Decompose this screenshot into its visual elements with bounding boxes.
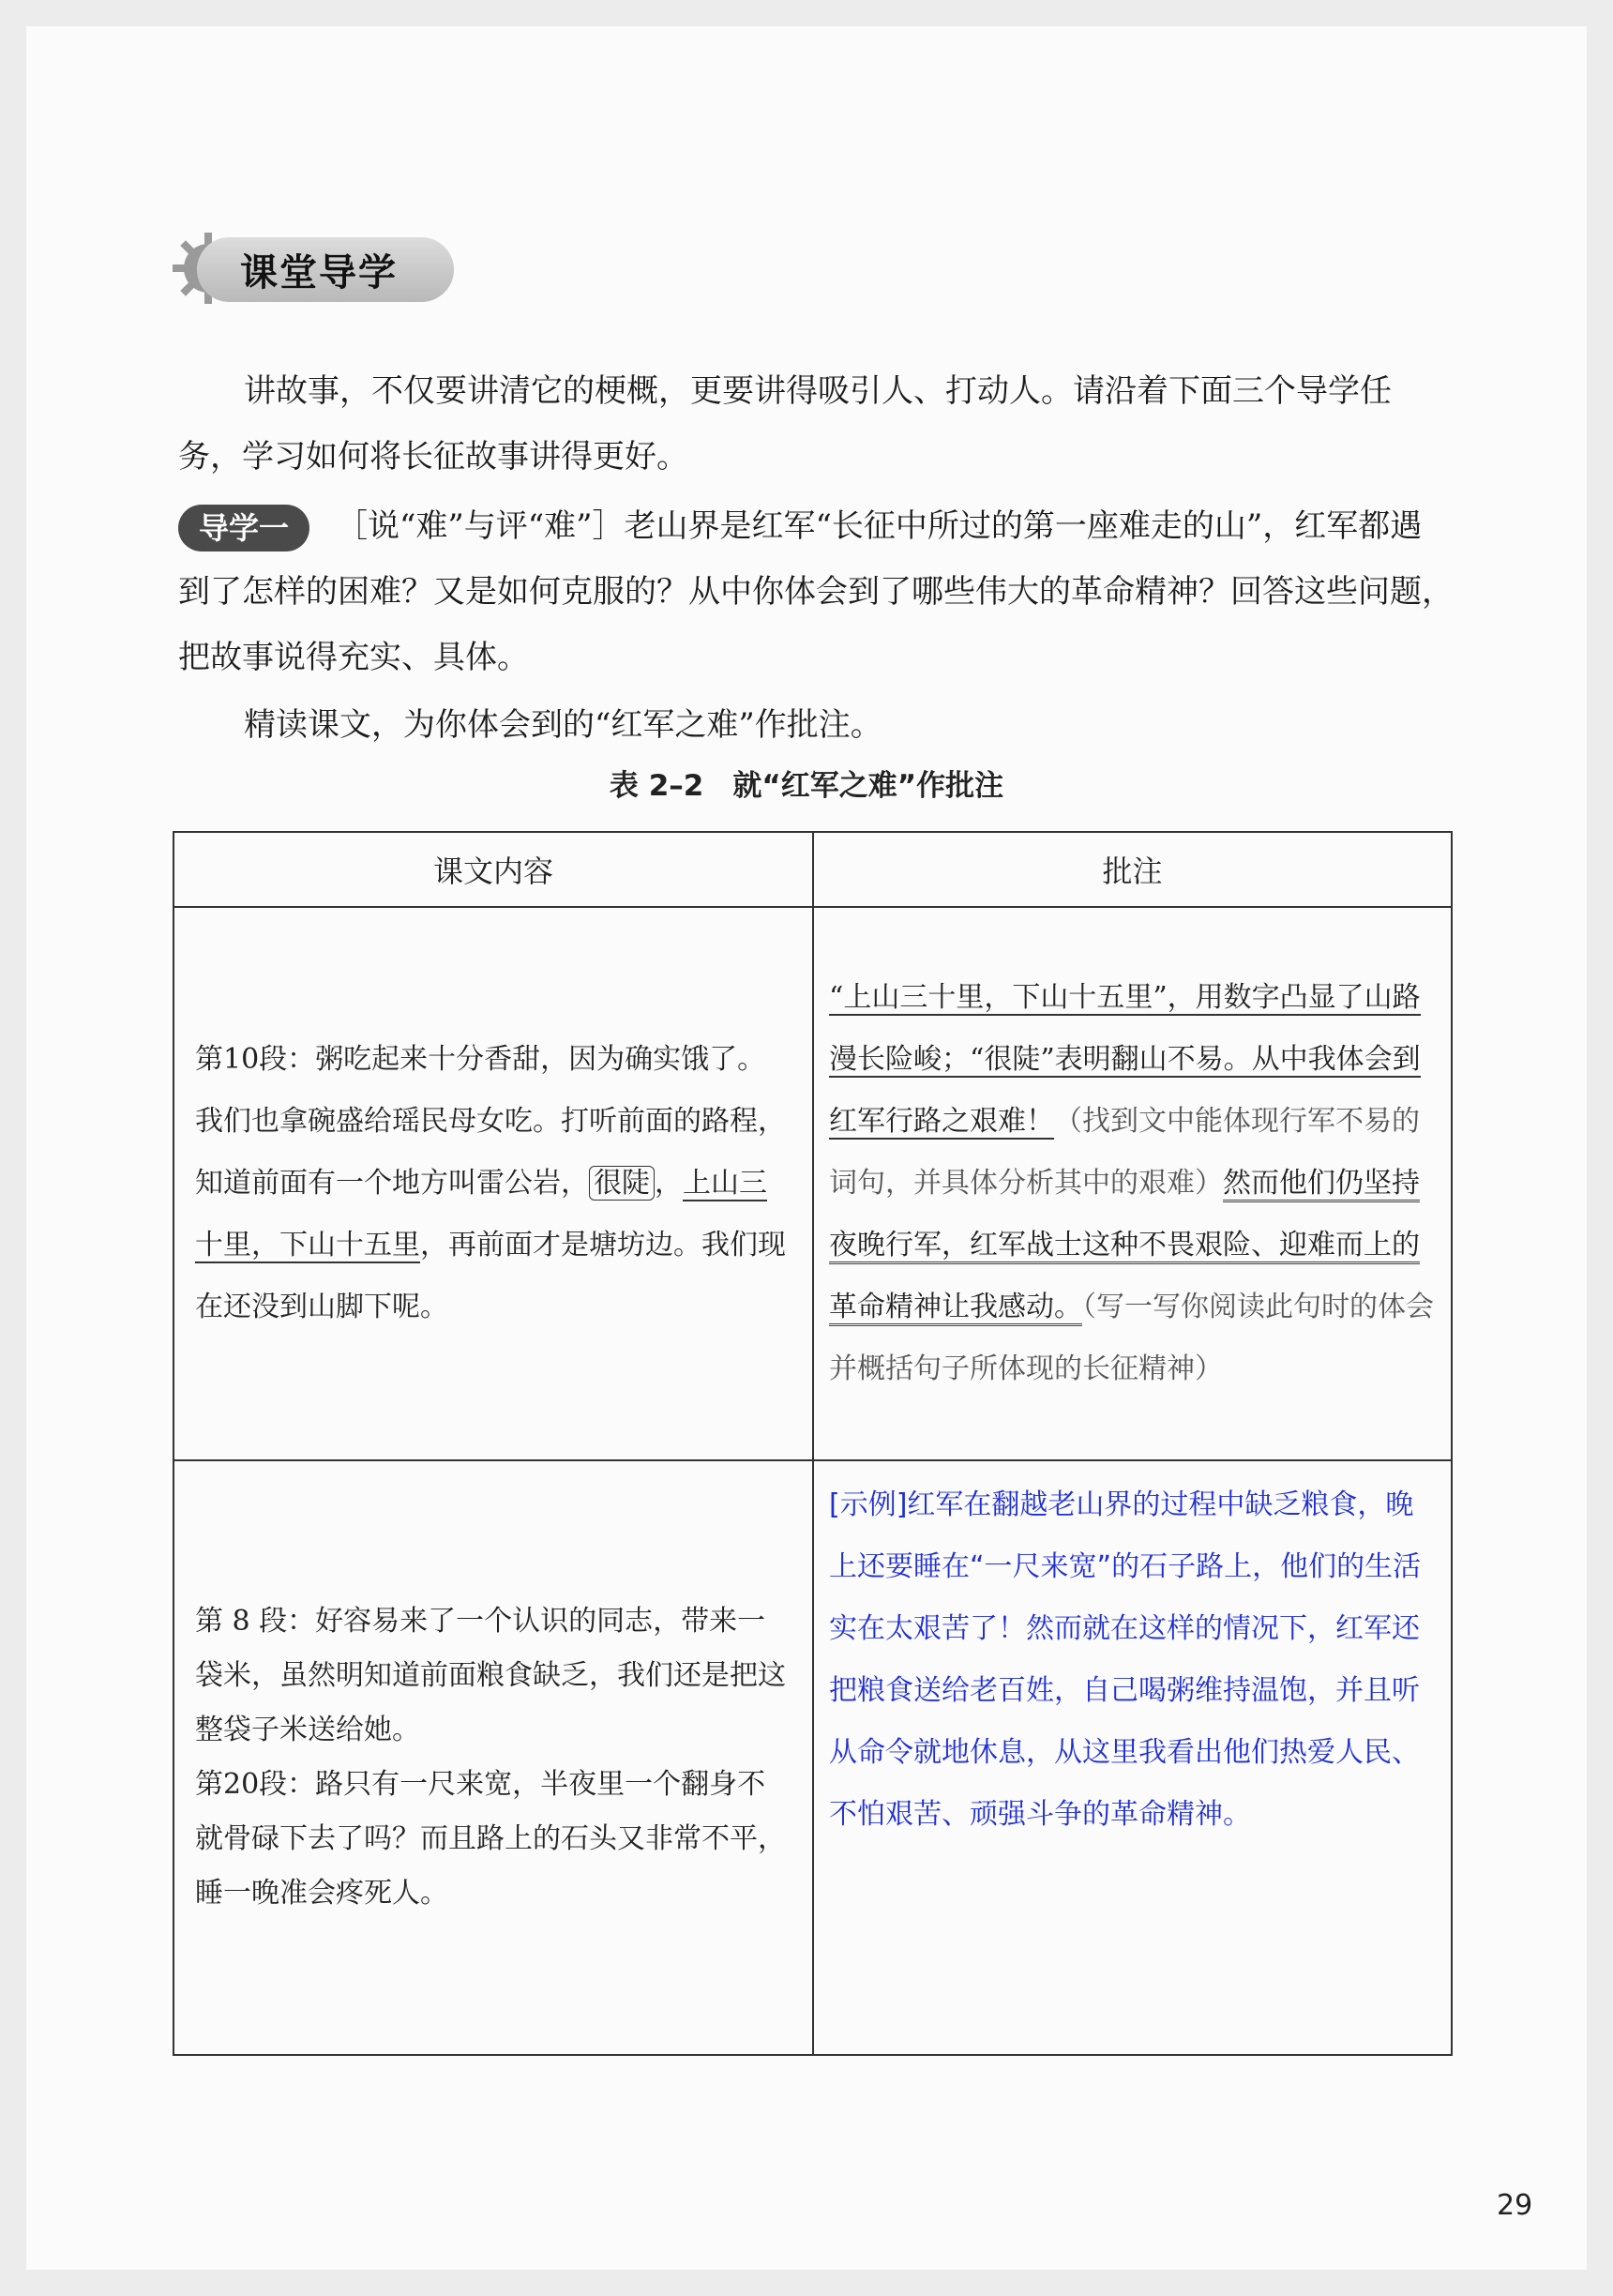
annotation-double-underlined: 然而他们仍坚持夜晚行军，红军战士这种不畏艰险、迎难而上的革命精神让我感动。 [829,1167,1420,1326]
excerpt-paragraph-8: 第 8 段：好容易来了一个认识的同志，带来一袋米，虽然明知道前面粮食缺乏，我们还是把这整袋子米送给她。 [195,1605,786,1746]
excerpt-paragraph-20: 第20段：路只有一尺来宽，半夜里一个翻身不就骨碌下去了吗？而且路上的石头又非常不平，睡一晚准会疼死人。 [195,1768,786,1910]
table-header-row [173,832,1452,907]
header-text-content: 课文内容 [173,832,813,907]
table-row [173,907,1452,1460]
annotation-hint-2: （写一写你阅读此句时的体会并概括句子所体现的长征精神） [829,1291,1434,1385]
boxed-word: 很陡 [589,1166,655,1201]
excerpt-text-end: ，再前面才是塘坊边。我们现在还没到山脚下呢。 [195,1229,786,1323]
header-annotation: 批注 [813,832,1452,907]
table-row [173,1460,1452,2055]
annotation-hint: （找到文中能体现行军不易的词句，并具体分析其中的艰难） [829,1105,1420,1200]
excerpt-text: 第10段：粥吃起来十分香甜，因为确实饿了。我们也拿碗盛给瑶民母女吃。打听前面的路程，知道前面有一个地方叫雷公岩， [195,1043,786,1200]
guide-paragraph [178,493,1454,690]
section-title: 课堂导学 [197,237,454,302]
text-excerpt-cell [173,1460,813,2055]
guide-tag: 导学一 [178,505,309,551]
handwritten-answer: [示例]红军在翻越老山界的过程中缺乏粮食，晚上还要睡在“一尺来宽”的石子路上，他们的生活实在太艰苦了！然而就在这样的情况下，红军还把粮食送给老百姓，自己喝粥维持温饱，并且听从命令就地休息，从这里我看出他们热爱人民、不怕艰苦、顽强斗争的革命精神。 [813,1460,1452,2055]
page-number: 29 [1497,2189,1533,2222]
text-excerpt-cell: 第10段：粥吃起来十分香甜，因为确实饿了。我们也拿碗盛给瑶民母女吃。打听前面的路程，知道前面有一个地方叫雷公岩， 很陡 ，上山三十里，下山十五里，再前面才是塘坊边。我们现在还没到山脚下呢。 [173,907,813,1460]
annotation-table [173,831,1453,2056]
annotation-underlined: “上山三十里，下山十五里”，用数字凸显了山路漫长险峻；“很陡”表明翻山不易。从中我体会到红军行路之艰难！ [829,981,1421,1138]
instruction: 精读课文，为你体会到的“红军之难”作批注。 [244,706,882,744]
section-badge [178,234,454,304]
underlined-phrase: 上山三十里，下山十五里 [195,1167,767,1261]
annotation-cell [813,907,1452,1460]
table-caption: 表 2–2 就“红军之难”作批注 [609,769,1004,803]
intro-paragraph: 讲故事，不仅要讲清它的梗概，更要讲得吸引人、打动人。请沿着下面三个导学任务，学习如何将长征故事讲得更好。 [178,372,1392,476]
guide-text: ［说“难”与评“难”］老山界是红军“长征中所过的第一座难走的山”，红军都遇到了怎样的困难？又是如何克服的？从中你体会到了哪些伟大的革命精神？回答这些问题，把故事说得充实、具体。 [178,507,1454,676]
